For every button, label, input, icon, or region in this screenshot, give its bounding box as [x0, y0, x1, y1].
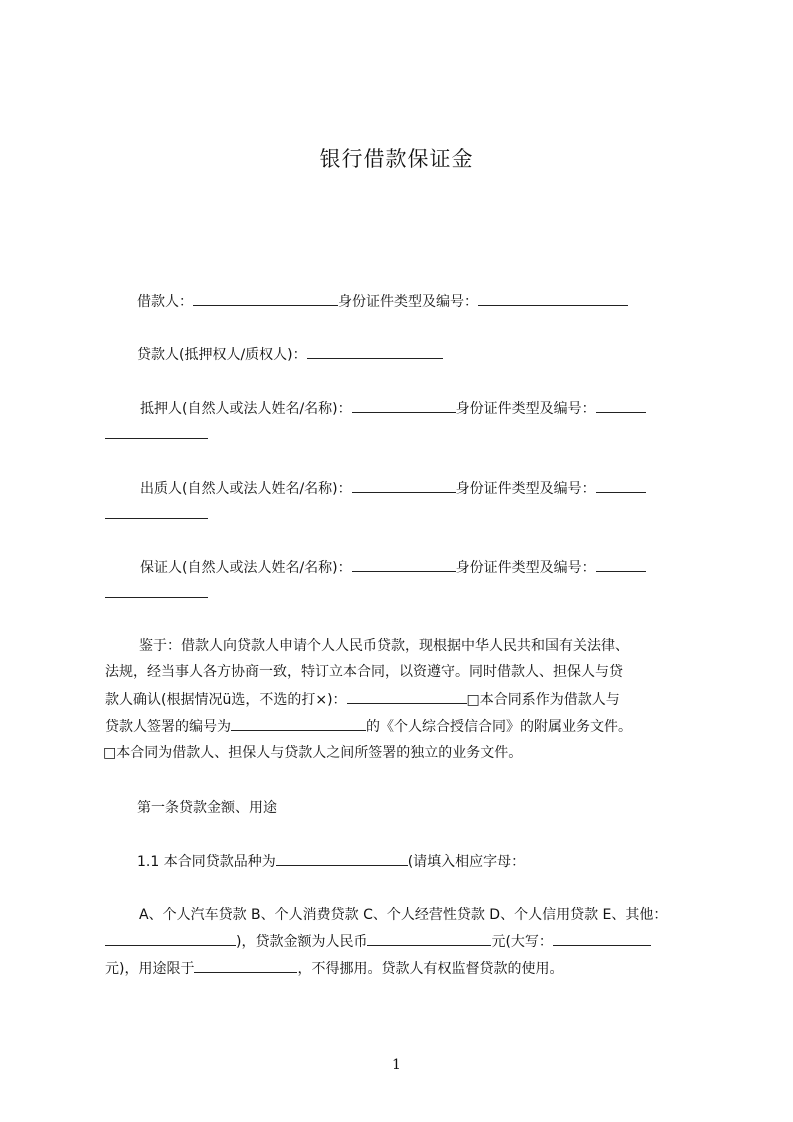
- guarantor-id-label: 身份证件类型及编号：: [455, 560, 596, 576]
- purpose-blank[interactable]: [194, 960, 297, 973]
- pledgor-id-label: 身份证件类型及编号：: [455, 481, 596, 497]
- guarantor-blank[interactable]: [352, 559, 456, 572]
- mortgagor-label: 抵押人(自然人或法人姓名/名称)：: [140, 401, 352, 417]
- guarantor-id-blank-cont[interactable]: [105, 585, 208, 598]
- guarantor-line-cont: [105, 585, 208, 602]
- loan-type-blank[interactable]: [276, 853, 408, 866]
- pledgor-label: 出质人(自然人或法人姓名/名称)：: [140, 481, 352, 497]
- preamble-line-1: 鉴于：借款人向贷款人申请个人人民币贷款，现根据中华人民共和国有关法律、: [139, 638, 629, 654]
- page-number: 1: [392, 1057, 401, 1073]
- lender-blank[interactable]: [307, 346, 443, 359]
- amount-line: [105, 933, 651, 950]
- lender-label: 贷款人(抵押权人/质权人)：: [137, 347, 307, 363]
- loan-options: A、个人汽车贷款 B、个人消费贷款 C、个人经营性贷款 D、个人信用贷款 E、其他：: [139, 907, 668, 923]
- loan-type-hint: (请填入相应字母：: [407, 854, 526, 870]
- preamble-line-3: [105, 691, 620, 708]
- pledgor-line: [140, 480, 646, 497]
- article-1-heading: 第一条贷款金额、用途: [137, 800, 277, 816]
- purpose-line: [105, 960, 563, 977]
- other-type-blank[interactable]: [105, 933, 236, 946]
- guarantor-id-blank[interactable]: [596, 559, 646, 572]
- purpose-text: ，不得挪用。贷款人有权监督贷款的使用。: [297, 961, 564, 977]
- mortgagor-id-blank-cont[interactable]: [105, 426, 208, 439]
- borrower-id-blank[interactable]: [478, 293, 628, 306]
- mortgagor-blank[interactable]: [352, 400, 456, 413]
- mortgagor-id-label: 身份证件类型及编号：: [455, 401, 596, 417]
- document-title: 银行借款保证金: [319, 147, 474, 171]
- attached-option[interactable]: □本合同系作为借款人与: [466, 692, 620, 708]
- borrower-line: [137, 293, 628, 310]
- amount-label: )，贷款金额为人民币: [236, 934, 368, 950]
- guarantor-line: [140, 559, 646, 576]
- borrower-blank[interactable]: [193, 293, 338, 306]
- pledgor-line-cont: [105, 506, 208, 523]
- confirm-blank[interactable]: [347, 691, 467, 704]
- pledgor-id-blank-cont[interactable]: [105, 506, 208, 519]
- borrower-label: 借款人：: [137, 294, 193, 310]
- mortgagor-id-blank[interactable]: [596, 400, 646, 413]
- purpose-label: 元)，用途限于: [105, 961, 195, 977]
- independent-option[interactable]: □本合同为借款人、担保人与贷款人之间所签署的独立的业务文件。: [103, 745, 523, 761]
- mortgagor-line-cont: [105, 426, 208, 443]
- loan-type-label: 1.1 本合同贷款品种为: [137, 854, 276, 870]
- guarantor-label: 保证人(自然人或法人姓名/名称)：: [140, 560, 352, 576]
- pledgor-blank[interactable]: [352, 480, 456, 493]
- attached-doc-text: 的《个人综合授信合同》的附属业务文件。: [366, 719, 632, 735]
- amount-words-blank[interactable]: [553, 933, 651, 946]
- contract-number-label: 贷款人签署的编号为: [105, 719, 231, 735]
- preamble-line-2: 法规，经当事人各方协商一致，特订立本合同，以资遵守。同时借款人、担保人与贷: [105, 664, 623, 680]
- pledgor-id-blank[interactable]: [596, 480, 646, 493]
- preamble-line-4: [105, 718, 632, 735]
- clause-1-1: [137, 853, 525, 870]
- amount-words-label: 元(大写：: [491, 934, 553, 950]
- confirm-label: 款人确认(根据情况ü选，不选的打×)：: [105, 692, 347, 708]
- amount-blank[interactable]: [367, 933, 491, 946]
- lender-line: [137, 346, 443, 363]
- borrower-id-label: 身份证件类型及编号：: [338, 294, 478, 310]
- contract-number-blank[interactable]: [231, 718, 366, 731]
- mortgagor-line: [140, 400, 646, 417]
